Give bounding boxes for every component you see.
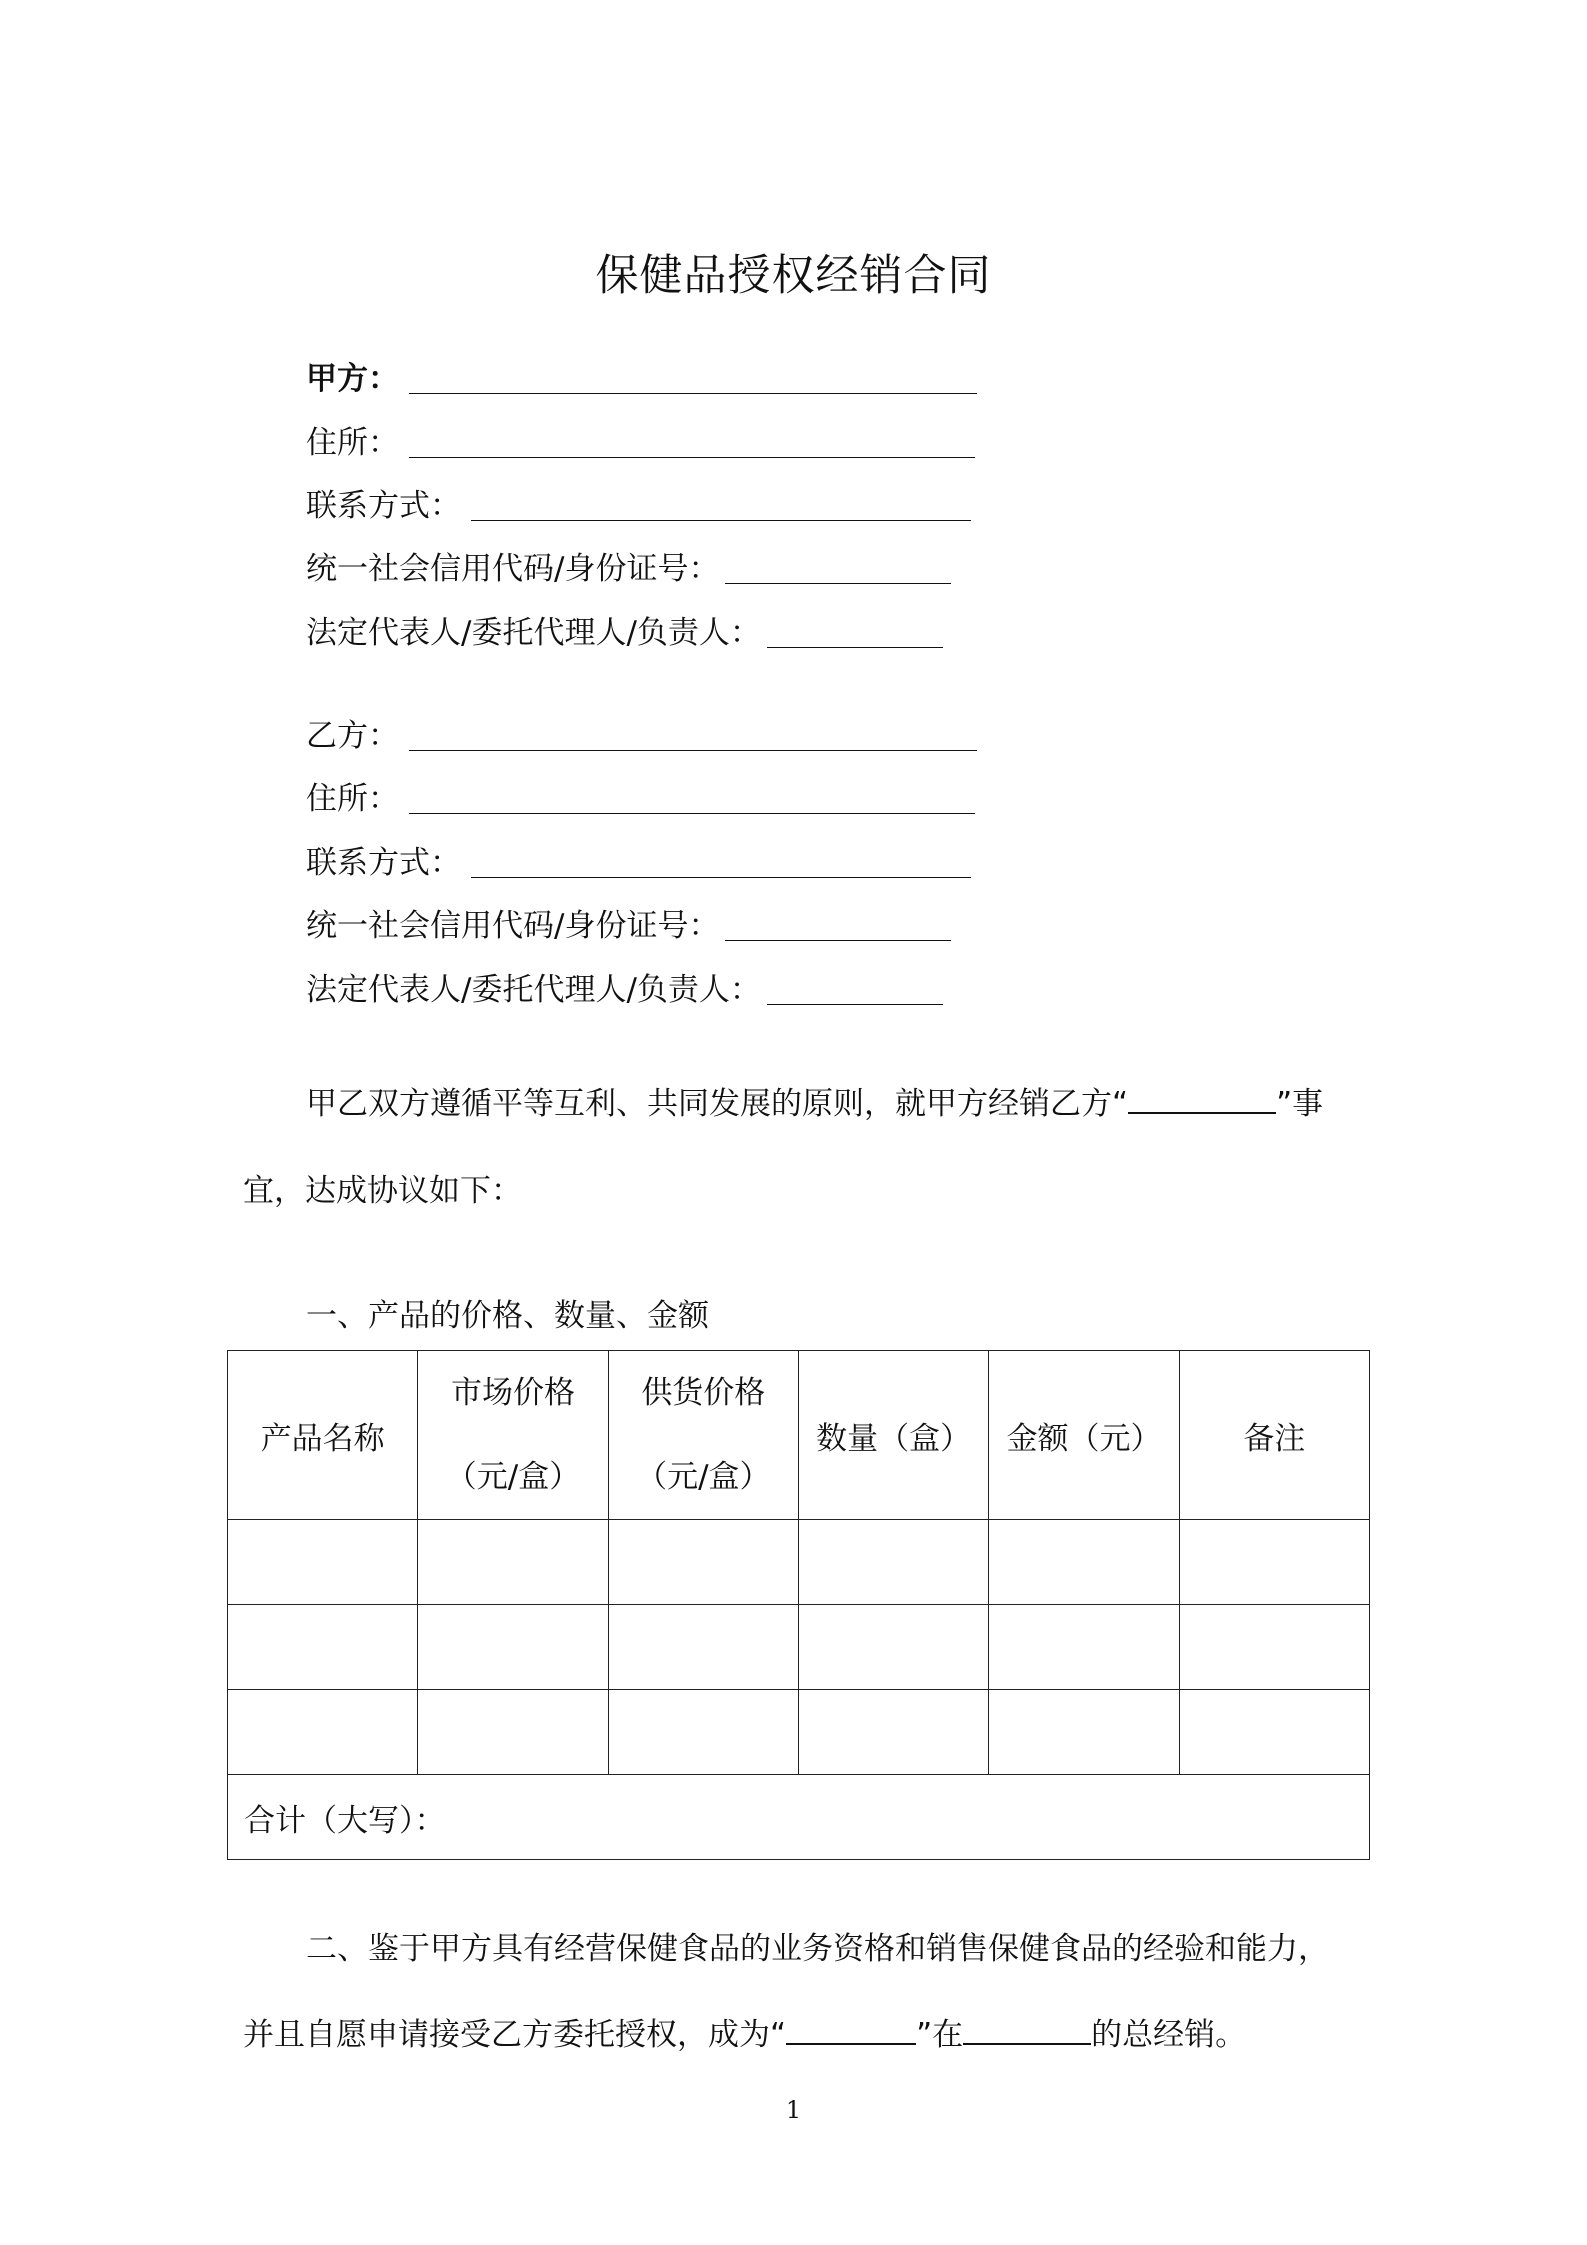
header-cell bbox=[418, 1351, 608, 1520]
table-row bbox=[228, 1690, 1370, 1775]
table-cell[interactable] bbox=[1179, 1690, 1369, 1775]
section-1-heading: 一、产品的价格、数量、金额 bbox=[306, 1298, 709, 1334]
table-cell[interactable] bbox=[608, 1690, 798, 1775]
header-cell bbox=[1179, 1351, 1369, 1520]
party-b-address-label: 住所： bbox=[306, 781, 399, 817]
table-cell[interactable] bbox=[798, 1520, 988, 1605]
header-quantity: 数量（盒） bbox=[816, 1420, 972, 1457]
party-a-contact-field[interactable] bbox=[306, 475, 971, 525]
table-cell[interactable] bbox=[989, 1605, 1179, 1690]
header-cell bbox=[228, 1351, 418, 1520]
table-cell[interactable] bbox=[798, 1605, 988, 1690]
table-cell[interactable] bbox=[989, 1690, 1179, 1775]
table-cell[interactable] bbox=[989, 1520, 1179, 1605]
table-row bbox=[228, 1520, 1370, 1605]
header-remarks: 备注 bbox=[1243, 1420, 1306, 1457]
header-cell bbox=[798, 1351, 988, 1520]
table-cell[interactable] bbox=[228, 1520, 418, 1605]
party-b-name-label: 乙方： bbox=[306, 718, 399, 754]
document-title: 保健品授权经销合同 bbox=[595, 251, 992, 301]
header-supply-price: 供货价格 bbox=[641, 1375, 766, 1411]
intro-line-1-text: 甲乙双方遵循平等互利、共同发展的原则，就甲方经销乙方“ bbox=[306, 1086, 1129, 1122]
header-supply-price-unit: （元/盒） bbox=[636, 1459, 771, 1495]
table-cell[interactable] bbox=[1179, 1520, 1369, 1605]
table-cell[interactable] bbox=[608, 1605, 798, 1690]
table-total-row bbox=[228, 1775, 1370, 1860]
price-table bbox=[227, 1350, 1370, 1860]
party-a-credit-field[interactable] bbox=[306, 538, 951, 588]
territory-blank[interactable] bbox=[963, 2015, 1091, 2045]
party-b-contact-label: 联系方式： bbox=[306, 845, 461, 881]
table-cell[interactable] bbox=[418, 1605, 608, 1690]
party-b-credit-label: 统一社会信用代码/身份证号： bbox=[306, 908, 720, 944]
section-2-line-2 bbox=[243, 2009, 1246, 2054]
party-a-rep-field[interactable] bbox=[306, 602, 943, 652]
intro-line-2: 宜，达成协议如下： bbox=[243, 1173, 522, 1209]
party-b-rep-label: 法定代表人/委托代理人/负责人： bbox=[306, 972, 761, 1008]
header-market-price-unit: （元/盒） bbox=[445, 1459, 581, 1495]
party-a-name-field[interactable] bbox=[306, 348, 977, 398]
party-a-contact-line[interactable] bbox=[471, 519, 971, 521]
party-a-contact-label: 联系方式： bbox=[306, 488, 461, 524]
table-cell[interactable] bbox=[418, 1690, 608, 1775]
header-product-name: 产品名称 bbox=[260, 1420, 385, 1457]
intro-line-1-end: ”事 bbox=[1276, 1086, 1324, 1122]
table-header-row bbox=[228, 1351, 1370, 1520]
party-b-rep-field[interactable] bbox=[306, 959, 943, 1009]
table-cell[interactable] bbox=[418, 1520, 608, 1605]
table-cell[interactable] bbox=[798, 1690, 988, 1775]
party-a-address-field[interactable] bbox=[306, 412, 975, 462]
party-b-credit-field[interactable] bbox=[306, 895, 951, 945]
party-a-credit-line[interactable] bbox=[725, 582, 951, 584]
total-cell[interactable] bbox=[228, 1775, 1370, 1860]
section-2-line-2-text: 并且自愿申请接受乙方委托授权，成为“ bbox=[243, 2017, 787, 2053]
party-a-rep-label: 法定代表人/委托代理人/负责人： bbox=[306, 615, 761, 651]
party-b-name-line[interactable] bbox=[409, 749, 977, 751]
section-2-line-2-mid: ”在 bbox=[916, 2017, 964, 2053]
header-market-price: 市场价格 bbox=[450, 1375, 575, 1411]
party-b-address-line[interactable] bbox=[409, 812, 975, 814]
table-row bbox=[228, 1605, 1370, 1690]
authorized-product-blank[interactable] bbox=[786, 2015, 916, 2045]
party-a-rep-line[interactable] bbox=[767, 646, 943, 648]
total-label: 合计（大写）： bbox=[244, 1802, 446, 1839]
party-b-credit-line[interactable] bbox=[725, 939, 951, 941]
party-b-address-field[interactable] bbox=[306, 768, 975, 818]
party-a-name-line[interactable] bbox=[409, 392, 977, 394]
party-b-name-field[interactable] bbox=[306, 705, 977, 755]
party-a-name-label: 甲方： bbox=[306, 361, 399, 397]
party-b-contact-line[interactable] bbox=[471, 876, 971, 878]
header-cell bbox=[989, 1351, 1179, 1520]
party-b-rep-line[interactable] bbox=[767, 1003, 943, 1005]
table-cell[interactable] bbox=[608, 1520, 798, 1605]
party-a-address-line[interactable] bbox=[409, 456, 975, 458]
party-b-contact-field[interactable] bbox=[306, 832, 971, 882]
party-a-credit-label: 统一社会信用代码/身份证号： bbox=[306, 551, 720, 587]
party-a-address-label: 住所： bbox=[306, 425, 399, 461]
product-name-blank[interactable] bbox=[1128, 1084, 1276, 1114]
section-2-line-1: 二、鉴于甲方具有经营保健食品的业务资格和销售保健食品的经验和能力， bbox=[306, 1931, 1329, 1967]
section-2-line-2-end: 的总经销。 bbox=[1091, 2017, 1247, 2053]
page-number: 1 bbox=[785, 2096, 802, 2124]
intro-line-1 bbox=[306, 1078, 1323, 1123]
header-cell bbox=[608, 1351, 798, 1520]
table-cell[interactable] bbox=[228, 1605, 418, 1690]
table-cell[interactable] bbox=[228, 1690, 418, 1775]
header-amount: 金额（元） bbox=[1006, 1420, 1162, 1457]
table-cell[interactable] bbox=[1179, 1605, 1369, 1690]
